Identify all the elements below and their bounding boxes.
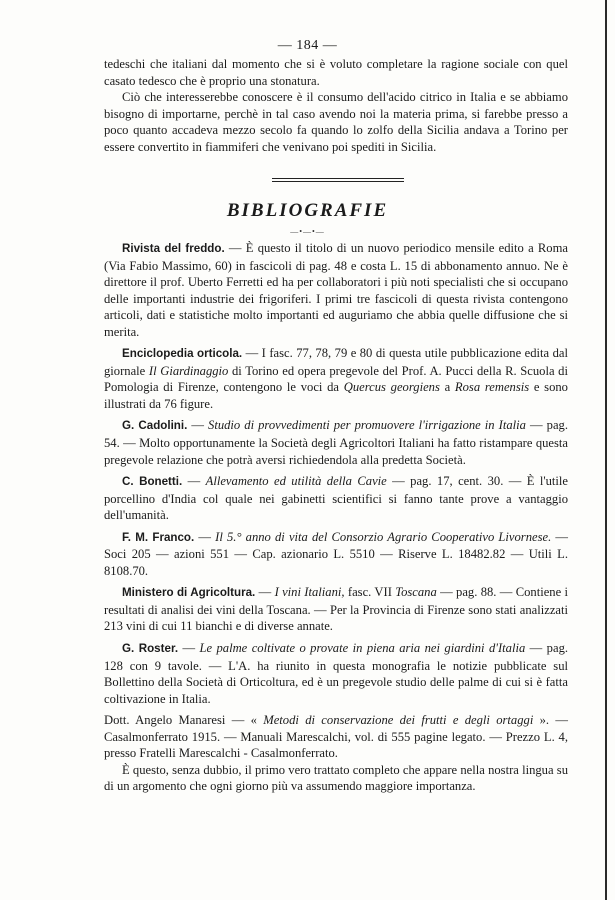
- section-divider: [272, 178, 404, 182]
- entry-text: — I fasc. 77, 78, 79 e 80 di questa utile pubblicazione edita dal giornale: [104, 346, 568, 378]
- entry-author: G. Roster.: [122, 642, 179, 656]
- entry-title: Rosa remensis: [454, 380, 530, 395]
- entry-title: Quercus georgiens: [343, 380, 440, 395]
- page-number: — 184 —: [277, 38, 338, 53]
- entry-text: a: [439, 380, 455, 395]
- bib-entry-enciclopedia-orticola: [104, 345, 568, 412]
- entry-text: —: [178, 641, 200, 656]
- entry-text: fasc. VII: [344, 585, 396, 600]
- entry-title: Le palme coltivate o provate in piena aria nei giardini d'Italia: [199, 641, 526, 656]
- entry-text: e sono illustrati da 76 figure.: [104, 380, 568, 411]
- intro-paragraph-2: Ciò che interesserebbe conoscere è il consumo dell'acido citrico in Italia e se abbiamo bisogno di importarne, perchè in tal caso avendo noi la materia prima, si farebbe presso a poco quanto accadeva mezzo secolo fa quando lo zolfo della Sicilia andava a Torino per essere convertito in fiammiferi che venivano poi spediti in Sicilia.: [104, 90, 568, 154]
- entry-title: Allevamento ed utilità della Cavie: [205, 474, 387, 489]
- entry-text: — Soci 205 — azioni 551 — Cap. azionario L. 5510 — Riserve L. 18482.82 — Utili L. 8108.70.: [104, 529, 569, 578]
- entry-text: — pag. 88. — Contiene i resultati di analisi dei vini della Toscana. — Per la Provincia di Firenze sono stati analizzati 213 vini di cui 11 bianchi e di diverse annate.: [104, 585, 569, 634]
- entry-text: ». — Casalmonferrato 1915. — Manuali Marescalchi, vol. di 555 pagine legato. — Prezzo L. 4, presso Fratelli Marescalchi - Casalmonferrato.: [104, 713, 568, 761]
- entry-text: —: [182, 474, 206, 489]
- entry-title: Toscana: [395, 585, 437, 600]
- intro-text: [104, 56, 568, 155]
- title-ornament: —•—•—: [290, 227, 325, 236]
- bib-entry-cadolini: [104, 417, 568, 468]
- entry-text: — È questo il titolo di un nuovo periodico mensile edito a Roma (Via Fabio Massimo, 60) in fascicoli di pag. 48 e costa L. 15 di abbonamento annuo. Ne è direttore il prof. Uberto Ferretti ed ha per collaboratori i più noti specialisti che si occupano delle importanti industrie dei frigoriferi. I primi tre fascicoli di questa rivista contengono articoli, dati e statistiche molto importanti ed auguriamo che abbia quelle diffusione che si merita.: [104, 241, 568, 339]
- bib-entry-bonetti: [104, 473, 568, 524]
- entry-text: — pag. 128 con 9 tavole. — L'A. ha riunito in questa monografia le notizie pubblicate sul Bollettino della Società di Orticoltura, ed è un pregevole studio delle palme di cui si è fatta coltivazione in Italia.: [104, 641, 569, 706]
- entry-text: — pag. 54. — Molto opportunamente la Società degli Agricoltori Italiani ha fatto ristampare questa pregevole relazione che potrà aversi richiedendola alla predetta Società.: [104, 418, 568, 467]
- intro-paragraph-1: tedeschi che italiani dal momento che si è voluto completare la ragione sociale con quel casato tedesco che è proprio una stonatura.: [104, 57, 568, 88]
- entry-title: Studio di provvedimenti per promuovere l'irrigazione in Italia: [208, 418, 526, 433]
- entry-author: G. Cadolini.: [122, 419, 188, 433]
- entry-author: Ministero di Agricoltura.: [122, 586, 256, 600]
- bibliography-list: [104, 240, 568, 795]
- bib-entry-manaresi-paragraph-2: È questo, senza dubbio, il primo vero trattato completo che appare nella nostra lingua su di un argomento che ogni giorno più va assumendo maggiore importanza.: [104, 762, 568, 794]
- page-edge: [605, 0, 607, 900]
- entry-title: Il 5.° anno di vita del Consorzio Agrario Cooperativo Livornese.: [215, 529, 552, 544]
- entry-text: di Torino ed opera pregevole del Prof. A. Pucci della R. Scuola di Pomologia di Firenze, contengono le voci da: [104, 363, 568, 395]
- entry-text: —: [255, 585, 275, 600]
- entry-author: Enciclopedia orticola.: [122, 347, 243, 361]
- entry-author: Rivista del freddo.: [122, 242, 225, 255]
- section-title: BIBLIOGRAFIE: [226, 200, 389, 221]
- entry-title: Il Giardinaggio: [148, 363, 229, 378]
- entry-text: — pag. 17, cent. 30. — È l'utile porcellino d'India col quale nei gabinetti scientifici si fanno tante prove a vantaggio dell'umanità.: [104, 474, 568, 523]
- entry-title: Metodi di conservazione dei frutti e degli ortaggi: [263, 713, 534, 728]
- bib-entry-manaresi: [104, 712, 568, 762]
- bib-entry-rivista-del-freddo: [104, 240, 568, 340]
- bib-entry-roster: [104, 640, 568, 707]
- bib-entry-franco: [104, 529, 568, 580]
- entry-author: Dott. Angelo Manaresi: [104, 713, 226, 728]
- entry-author: C. Bonetti.: [122, 475, 183, 489]
- entry-title: I vini Italiani,: [274, 585, 345, 600]
- entry-text: —: [187, 418, 209, 433]
- entry-author: F. M. Franco.: [122, 530, 195, 544]
- entry-text: — «: [225, 713, 264, 728]
- bib-entry-ministero-agricoltura: [104, 584, 568, 635]
- entry-text: —: [194, 529, 216, 544]
